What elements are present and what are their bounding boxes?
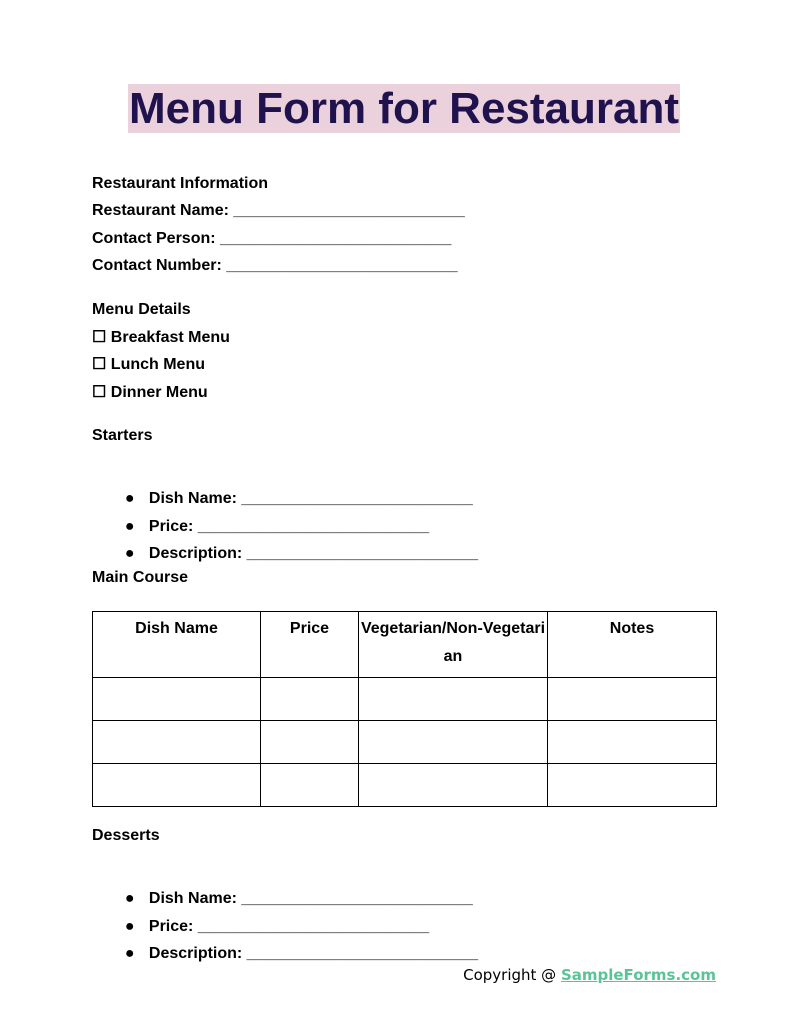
desserts-heading: Desserts [92, 827, 160, 844]
page-title: Menu Form for Restaurant [128, 84, 680, 133]
table-row [93, 678, 717, 721]
column-header-notes: Notes [548, 612, 717, 678]
table-cell-veg-nonveg[interactable] [359, 721, 548, 764]
desserts-dish-name-field[interactable]: Dish Name: __________________________ [148, 890, 473, 907]
bullet-icon: ● [124, 545, 135, 562]
table-cell-dish-name[interactable] [93, 721, 261, 764]
main-course-table [92, 611, 717, 807]
table-cell-veg-nonveg[interactable] [359, 678, 548, 721]
bullet-icon: ● [124, 518, 135, 535]
sampleforms-link[interactable]: SampleForms.com [560, 966, 716, 984]
table-cell-dish-name[interactable] [93, 678, 261, 721]
bullet-icon: ● [124, 945, 135, 962]
table-cell-notes[interactable] [548, 678, 717, 721]
starters-description-field[interactable]: Description: __________________________ [148, 545, 479, 562]
lunch-menu-checkbox[interactable]: ☐ Lunch Menu [92, 356, 205, 373]
bullet-icon: ● [124, 490, 135, 507]
starters-description-item[interactable] [116, 524, 478, 564]
breakfast-menu-checkbox[interactable]: ☐ Breakfast Menu [92, 329, 230, 346]
menu-details-heading: Menu Details [92, 301, 191, 318]
table-cell-notes[interactable] [548, 764, 717, 807]
table-cell-price[interactable] [261, 721, 359, 764]
table-header-row [93, 612, 717, 678]
column-header-dish-name: Dish Name [93, 612, 261, 678]
main-course-heading: Main Course [92, 569, 189, 586]
bullet-icon: ● [124, 918, 135, 935]
copyright-footer [463, 965, 716, 985]
column-header-veg-nonveg: Vegetarian/Non-Vegetarian [359, 612, 548, 678]
bullet-icon: ● [124, 890, 135, 907]
contact-person-field[interactable]: Contact Person: __________________________ [92, 230, 452, 247]
copyright-text: Copyright @ [463, 966, 561, 984]
table-row [93, 764, 717, 807]
table-row [93, 721, 717, 764]
desserts-description-item[interactable] [116, 924, 478, 964]
table-cell-dish-name[interactable] [93, 764, 261, 807]
dinner-menu-checkbox[interactable]: ☐ Dinner Menu [92, 384, 208, 401]
restaurant-name-field[interactable]: Restaurant Name: __________________________ [92, 202, 465, 219]
table-cell-price[interactable] [261, 764, 359, 807]
starters-heading: Starters [92, 427, 153, 444]
title-container [0, 84, 808, 133]
table-cell-veg-nonveg[interactable] [359, 764, 548, 807]
column-header-price: Price [261, 612, 359, 678]
desserts-price-field[interactable]: Price: __________________________ [148, 918, 430, 935]
starters-price-field[interactable]: Price: __________________________ [148, 518, 430, 535]
desserts-description-field[interactable]: Description: __________________________ [148, 945, 479, 962]
table-cell-price[interactable] [261, 678, 359, 721]
table-cell-notes[interactable] [548, 721, 717, 764]
restaurant-info-heading: Restaurant Information [92, 175, 269, 192]
starters-dish-name-field[interactable]: Dish Name: __________________________ [148, 490, 473, 507]
contact-number-field[interactable]: Contact Number: __________________________ [92, 257, 458, 274]
